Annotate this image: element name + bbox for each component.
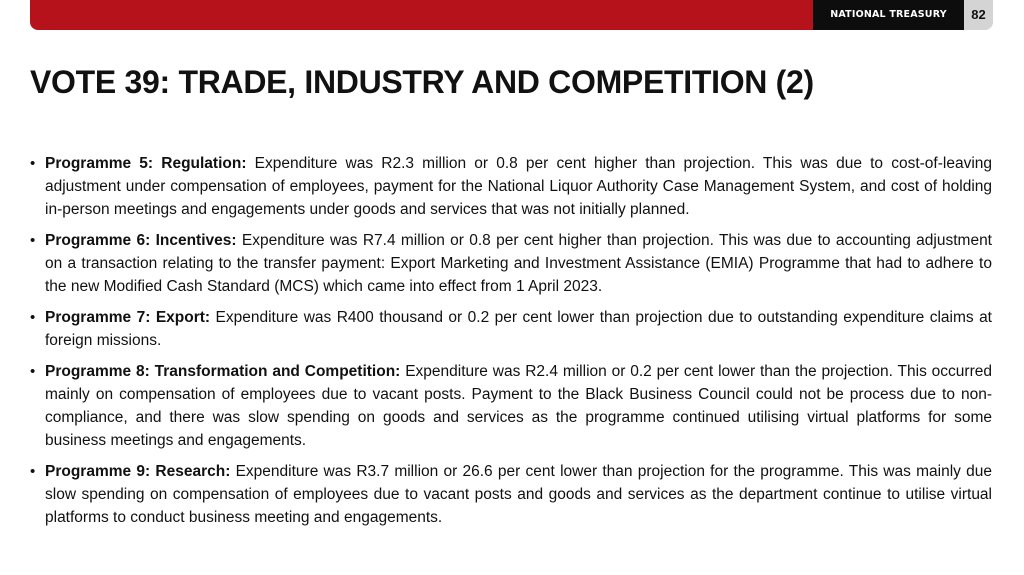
- page-number: 82: [971, 6, 986, 22]
- item-text: Expenditure was R7.4 million or 0.8 per cent higher than projection. This was due to accounting adjustment on a transaction relating to the transfer payment: Export Marketing and Investment Assistance (EMIA) Programme that had to adhere to the new Modified Cash Standard (MCS) which came into effect from 1 April 2023.: [45, 232, 992, 295]
- list-item-programme-7: [30, 306, 992, 352]
- list-item-programme-5: [30, 152, 992, 221]
- item-text: Expenditure was R3.7 million or 26.6 per cent lower than projection for the programme. This was mainly due slow spending on compensation of employees due to vacant posts and goods and services as the department continue to utilise virtual platforms to conduct business meeting and engagements.: [45, 463, 992, 526]
- page-title: VOTE 39: TRADE, INDUSTRY AND COMPETITION (2): [30, 64, 814, 100]
- list-item-programme-6: [30, 229, 992, 298]
- item-heading: Programme 7: Export:: [45, 309, 211, 326]
- bullet-icon: •: [30, 155, 36, 172]
- list-item-programme-9: [30, 460, 992, 529]
- item-heading: Programme 5: Regulation:: [45, 155, 247, 172]
- bullet-icon: •: [30, 232, 36, 249]
- organization-name: NATIONAL TREASURY: [830, 8, 947, 20]
- page-number-badge: [964, 0, 993, 30]
- item-heading: Programme 9: Research:: [45, 463, 231, 480]
- item-heading: Programme 8: Transformation and Competition:: [45, 363, 401, 380]
- bullet-icon: •: [30, 363, 36, 380]
- bullet-icon: •: [30, 463, 36, 480]
- item-text: Expenditure was R400 thousand or 0.2 per cent lower than projection due to outstanding expenditure claims at foreign missions.: [45, 309, 992, 349]
- item-heading: Programme 6: Incentives:: [45, 232, 237, 249]
- programme-list: [30, 152, 992, 537]
- list-item-programme-8: [30, 360, 992, 452]
- organization-badge: [813, 0, 964, 30]
- header-accent-bar: [30, 0, 813, 30]
- bullet-icon: •: [30, 309, 36, 326]
- item-text: Expenditure was R2.3 million or 0.8 per cent higher than projection. This was due to cost-of-leaving adjustment under compensation of employees, payment for the National Liquor Authority Case Management System, and cost of holding in-person meetings and engagements under goods and services that was not initially planned.: [45, 155, 993, 218]
- item-text: Expenditure was R2.4 million or 0.2 per cent lower than the projection. This occurred mainly on compensation of employees due to vacant posts. Payment to the Black Business Council could not be process due to non-compliance, and there was slow spending on goods and services as the programme continued utilising virtual platforms for some business meetings and engagements.: [45, 363, 992, 449]
